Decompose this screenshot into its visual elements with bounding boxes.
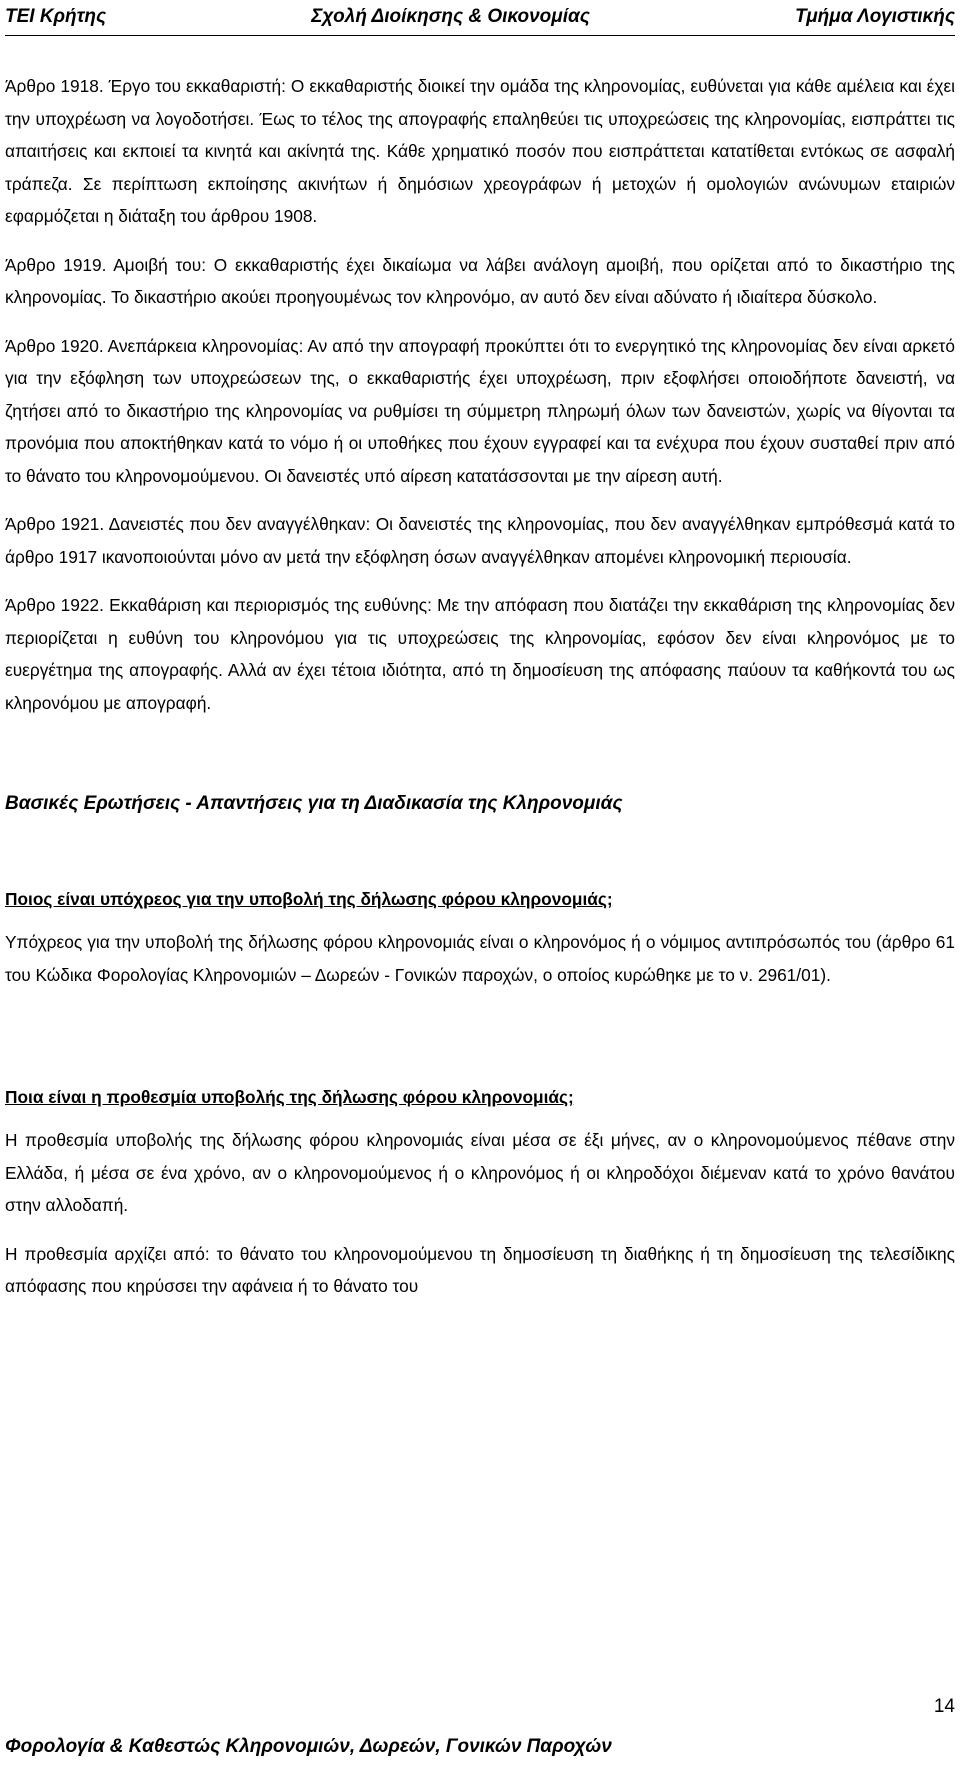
page-content xyxy=(5,70,955,1303)
question-heading: Ποια είναι η προθεσμία υποβολής της δήλωσης φόρου κληρονομιάς; xyxy=(5,1087,574,1107)
spacer xyxy=(5,1108,955,1124)
article-1921: Άρθρο 1921. Δανειστές που δεν αναγγέλθηκαν: Οι δανειστές της κληρονομίας, που δεν αναγγέλθηκαν εμπρόθεσμά κατά το άρθρο 1917 ικανοποιούνται μόνο αν μετά την εξόφληση όσων αναγγέλθηκαν απομένει κληρονομική περιουσία. xyxy=(5,514,955,567)
article-1918: Άρθρο 1918. Έργο του εκκαθαριστή: Ο εκκαθαριστής διοικεί την ομάδα της κληρονομίας, ευθύνεται για κάθε αμέλεια και έχει την υποχρέωση να λογοδοτήσει. Έως το τέλος της απογραφής επαληθεύει τις υποχρεώσεις της κληρονομίας, εισπράττει τις απαιτήσεις και εκποιεί τα κινητά και ακίνητά της. Κάθε χρηματικό ποσόν που εισπράττεται κατατίθεται εντόκως σε ασφαλή τράπεζα. Σε περίπτωση εκποίησης ακινήτων ή δημόσιων χρεογράφων ή μετοχών ή ομολογιών ανώνυμων εταιριών εφαρμόζεται η διάταξη του άρθρου 1908. xyxy=(5,76,955,226)
page-header xyxy=(5,0,955,34)
answer-paragraph: Η προθεσμία υποβολής της δήλωσης φόρου κληρονομιάς είναι μέσα σε έξι μήνες, αν ο κληρονομούμενος πέθανε στην Ελλάδα, ή μέσα σε ένα χρόνο, αν ο κληρονομούμενος ή ο κληρονόμος ή οι κληροδόχοι διέμεναν κατά το χρόνο θανάτου στην αλλοδαπή. xyxy=(5,1130,955,1215)
page-number: 14 xyxy=(933,1696,955,1717)
spacer xyxy=(5,815,955,889)
section-title: Βασικές Ερωτήσεις - Απαντήσεις για τη Διαδικασία της Κληρονομιάς xyxy=(5,793,623,814)
answer-paragraph: Υπόχρεος για την υποβολή της δήλωσης φόρου κληρονομιάς είναι ο κληρονόμος ή ο νόμιμος αντιπρόσωπός του (άρθρο 61 του Κώδικα Φορολογίας Κληρονομιών – Δωρεών - Γονικών παροχών, ο οποίος κυρώθηκε με το ν. 2961/01). xyxy=(5,932,955,985)
spacer xyxy=(5,910,955,926)
article-1919: Άρθρο 1919. Αμοιβή του: Ο εκκαθαριστής έχει δικαίωμα να λάβει ανάλογη αμοιβή, που ορίζεται από το δικαστήριο της κληρονομίας. Το δικαστήριο ακούει προηγουμένως τον κληρονόμο, αν αυτό δεν είναι αδύνατο ή ιδιαίτερα δύσκολο. xyxy=(5,254,955,307)
question-heading: Ποιος είναι υπόχρεος για την υποβολή της δήλωσης φόρου κληρονομιάς; xyxy=(5,889,613,909)
page-footer xyxy=(5,1696,955,1766)
spacer xyxy=(5,991,955,1087)
header-department: Τμήμα Λογιστικής xyxy=(794,6,955,27)
header-divider xyxy=(5,35,955,36)
article-1920: Άρθρο 1920. Ανεπάρκεια κληρονομίας: Αν από την απογραφή προκύπτει ότι το ενεργητικό της κληρονομίας δεν είναι αρκετό για την εξόφληση των υποχρεώσεων της, ο εκκαθαριστής έχει υποχρέωση, πριν εξοφλήσει οποιοδήποτε δανειστή, να ζητήσει από το δικαστήριο της κληρονομίας να ρυθμίσει τη σύμμετρη πληρωμή όλων των δανειστών, χωρίς να θίγονται τα προνόμια που αποκτήθηκαν κατά το νόμο ή οι υποθήκες που έχουν εγγραφεί και τα ενέχυρα που έχουν συσταθεί πριν από το θάνατο του κληρονομούμενου. Οι δανειστές υπό αίρεση κατατάσσονται με την αίρεση αυτή. xyxy=(5,335,955,486)
spacer xyxy=(5,719,955,793)
footer-title: Φορολογία & Καθεστώς Κληρονομιών, Δωρεών, Γονικών Παροχών xyxy=(5,1736,612,1757)
header-institution: ΤΕΙ Κρήτης xyxy=(5,6,107,27)
answer-paragraph: Η προθεσμία αρχίζει από: το θάνατο του κληρονομούμενου τη δημοσίευση τη διαθήκης ή τη δημοσίευση της τελεσίδικης απόφασης που κηρύσσει την αφάνεια ή το θάνατο του xyxy=(5,1243,955,1296)
header-school: Σχολή Διοίκησης & Οικονομίας xyxy=(311,6,590,27)
article-1922: Άρθρο 1922. Εκκαθάριση και περιορισμός της ευθύνης: Με την απόφαση που διατάζει την εκκαθάριση της κληρονομίας δεν περιορίζεται η ευθύνη του κληρονόμου για τις υποχρεώσεις της κληρονομίας, εφόσον δεν είναι κληρονόμος με το ευεργέτημα της απογραφής. Αλλά αν έχει τέτοια ιδιότητα, από τη δημοσίευση της απόφασης παύουν τα καθήκοντά του ως κληρονόμου με απογραφή. xyxy=(5,595,955,713)
